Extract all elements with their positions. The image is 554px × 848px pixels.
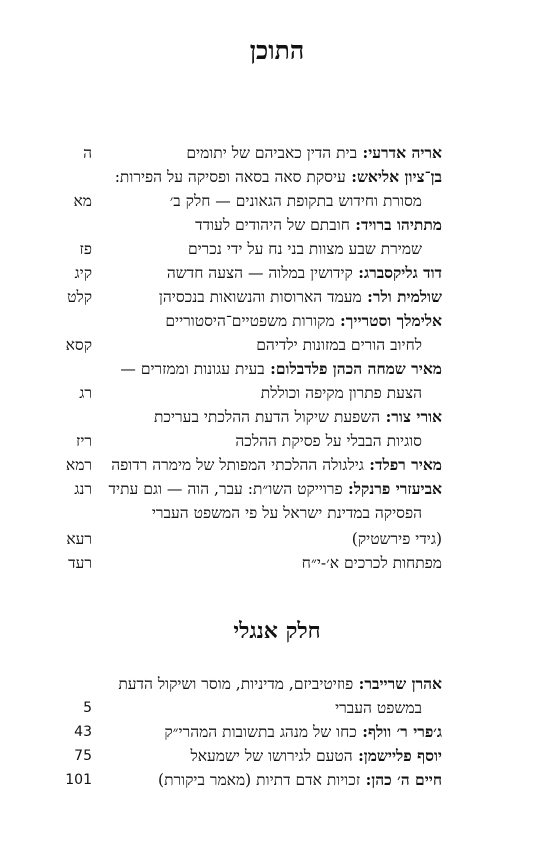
hebrew-entry-line: [22, 405, 442, 429]
hebrew-entry-author: אורי צור:: [380, 407, 442, 426]
english-entry-title: זכויות אדם דתיות (מאמר ביקורת): [158, 771, 361, 789]
hebrew-entry-page-number: ריז: [76, 432, 92, 450]
hebrew-entry-title: גילגולה ההלכתי המפותל של מימרה רדופה: [111, 456, 364, 474]
hebrew-entry-title: קידושין במלוה — הצעה חדשה: [166, 264, 353, 282]
english-section-title: חלק אנגלי: [233, 618, 321, 644]
hebrew-entry-title: שמירת שבע מצוות בני נח על ידי נכרים: [187, 240, 422, 258]
hebrew-entry-title: מסורת וחידוש בתקופת הגאונים — חלק ב׳: [169, 192, 422, 210]
hebrew-entry-title: הצעת פתרון מקיפה וכוללת: [260, 384, 422, 402]
hebrew-entry-page-number: רמא: [65, 456, 92, 474]
page-title: התוכן: [249, 36, 305, 65]
hebrew-entry-page-number: רנג: [74, 480, 92, 498]
english-entry-page-number: 101: [65, 772, 92, 788]
hebrew-entry-title: סוגיות הבבלי על פסיקת ההלכה: [235, 432, 422, 450]
english-entry-author: יוסף פליישמן:: [352, 746, 442, 765]
hebrew-entry-title: חובתם של היהודים לעודד: [195, 216, 350, 234]
hebrew-entry-title: השפעת שיקול הדעת ההלכתי בעריכת: [153, 408, 381, 426]
hebrew-entry-page-number: רעא: [66, 530, 92, 548]
hebrew-entry-title: בעית עגונות וממזרים —: [120, 360, 265, 378]
english-entry-page-number: 5: [83, 700, 92, 716]
hebrew-entry-title: עיסקת סאה בסאה ופסיקה על הפירות:: [114, 168, 346, 186]
hebrew-entry-title: מעמד הארוסות והנשואות בנכסיהן: [158, 288, 362, 306]
hebrew-entry-page-number: קלט: [67, 288, 92, 306]
hebrew-entry-line: [22, 357, 442, 381]
hebrew-entry-page-number: ה: [83, 144, 92, 162]
hebrew-entry-title: לחיוב הורים במזונות ילדיהם: [256, 336, 422, 354]
hebrew-entry-title: מקורות משפטיים־היסטוריים: [165, 312, 335, 330]
english-entry-page-number: 75: [74, 748, 92, 764]
english-entry-page-number: 43: [74, 724, 92, 740]
english-entry-title: הטעם לגירושו של ישמעאל: [190, 747, 353, 765]
hebrew-entry-page-number: קיג: [74, 264, 92, 282]
hebrew-entry-author: שולמית ולר:: [361, 287, 442, 306]
hebrew-entry-page-number: קסא: [65, 336, 92, 354]
english-entry-author: אהרן שרייבר:: [353, 674, 442, 693]
hebrew-entry-page-number: פז: [79, 240, 92, 258]
hebrew-entry-author: אביעזרי פרנקל:: [342, 479, 442, 498]
hebrew-entry-page-number: רעד: [68, 554, 92, 572]
english-entry-author: חיים ה׳ כהן:: [360, 770, 442, 789]
hebrew-entry-page-number: רג: [79, 384, 92, 402]
english-entry-title: כחו של מנהג בתשובות המהרי״ק: [164, 723, 357, 741]
hebrew-entry-author: אלימלך וסטרייך:: [334, 311, 442, 330]
hebrew-entry-page-number: מא: [73, 192, 92, 210]
english-entry-title: במשפט העברי: [335, 699, 422, 717]
hebrew-entry-line: [22, 309, 442, 333]
hebrew-entry-title: מפתחות לכרכים א׳-י״ח: [301, 554, 442, 572]
hebrew-entry-author: בן־ציון אליאש:: [345, 167, 442, 186]
hebrew-entry-line: [22, 165, 442, 189]
hebrew-entry-title: (גידי פירשטיק): [351, 530, 442, 548]
hebrew-entry-author: אריה אדרעי:: [357, 143, 442, 162]
hebrew-entry-author: מאיר שמחה הכהן פלדבלום:: [264, 359, 442, 378]
hebrew-entry-line: [2, 501, 422, 525]
english-entry-line: [22, 672, 442, 696]
hebrew-entry-title: בית הדין כאביהם של יתומים: [186, 144, 358, 162]
hebrew-entry-author: מתתיהו ברויד:: [349, 215, 442, 234]
english-entry-author: ג׳פרי ר׳ וולף:: [356, 722, 442, 741]
hebrew-entry-author: מאיר רפלד:: [363, 455, 442, 474]
hebrew-entry-author: דוד גליקסברג:: [352, 263, 442, 282]
hebrew-entry-title: פרוייקט השו״ת: עבר, הוה — וגם עתיד: [108, 480, 343, 498]
hebrew-entry-line: [22, 213, 442, 237]
english-entry-title: פוזיטיביזם, מדיניות, מוסר ושיקול הדעת: [118, 675, 354, 693]
hebrew-entry-title: הפסיקה במדינת ישראל על פי המשפט העברי: [151, 504, 422, 522]
